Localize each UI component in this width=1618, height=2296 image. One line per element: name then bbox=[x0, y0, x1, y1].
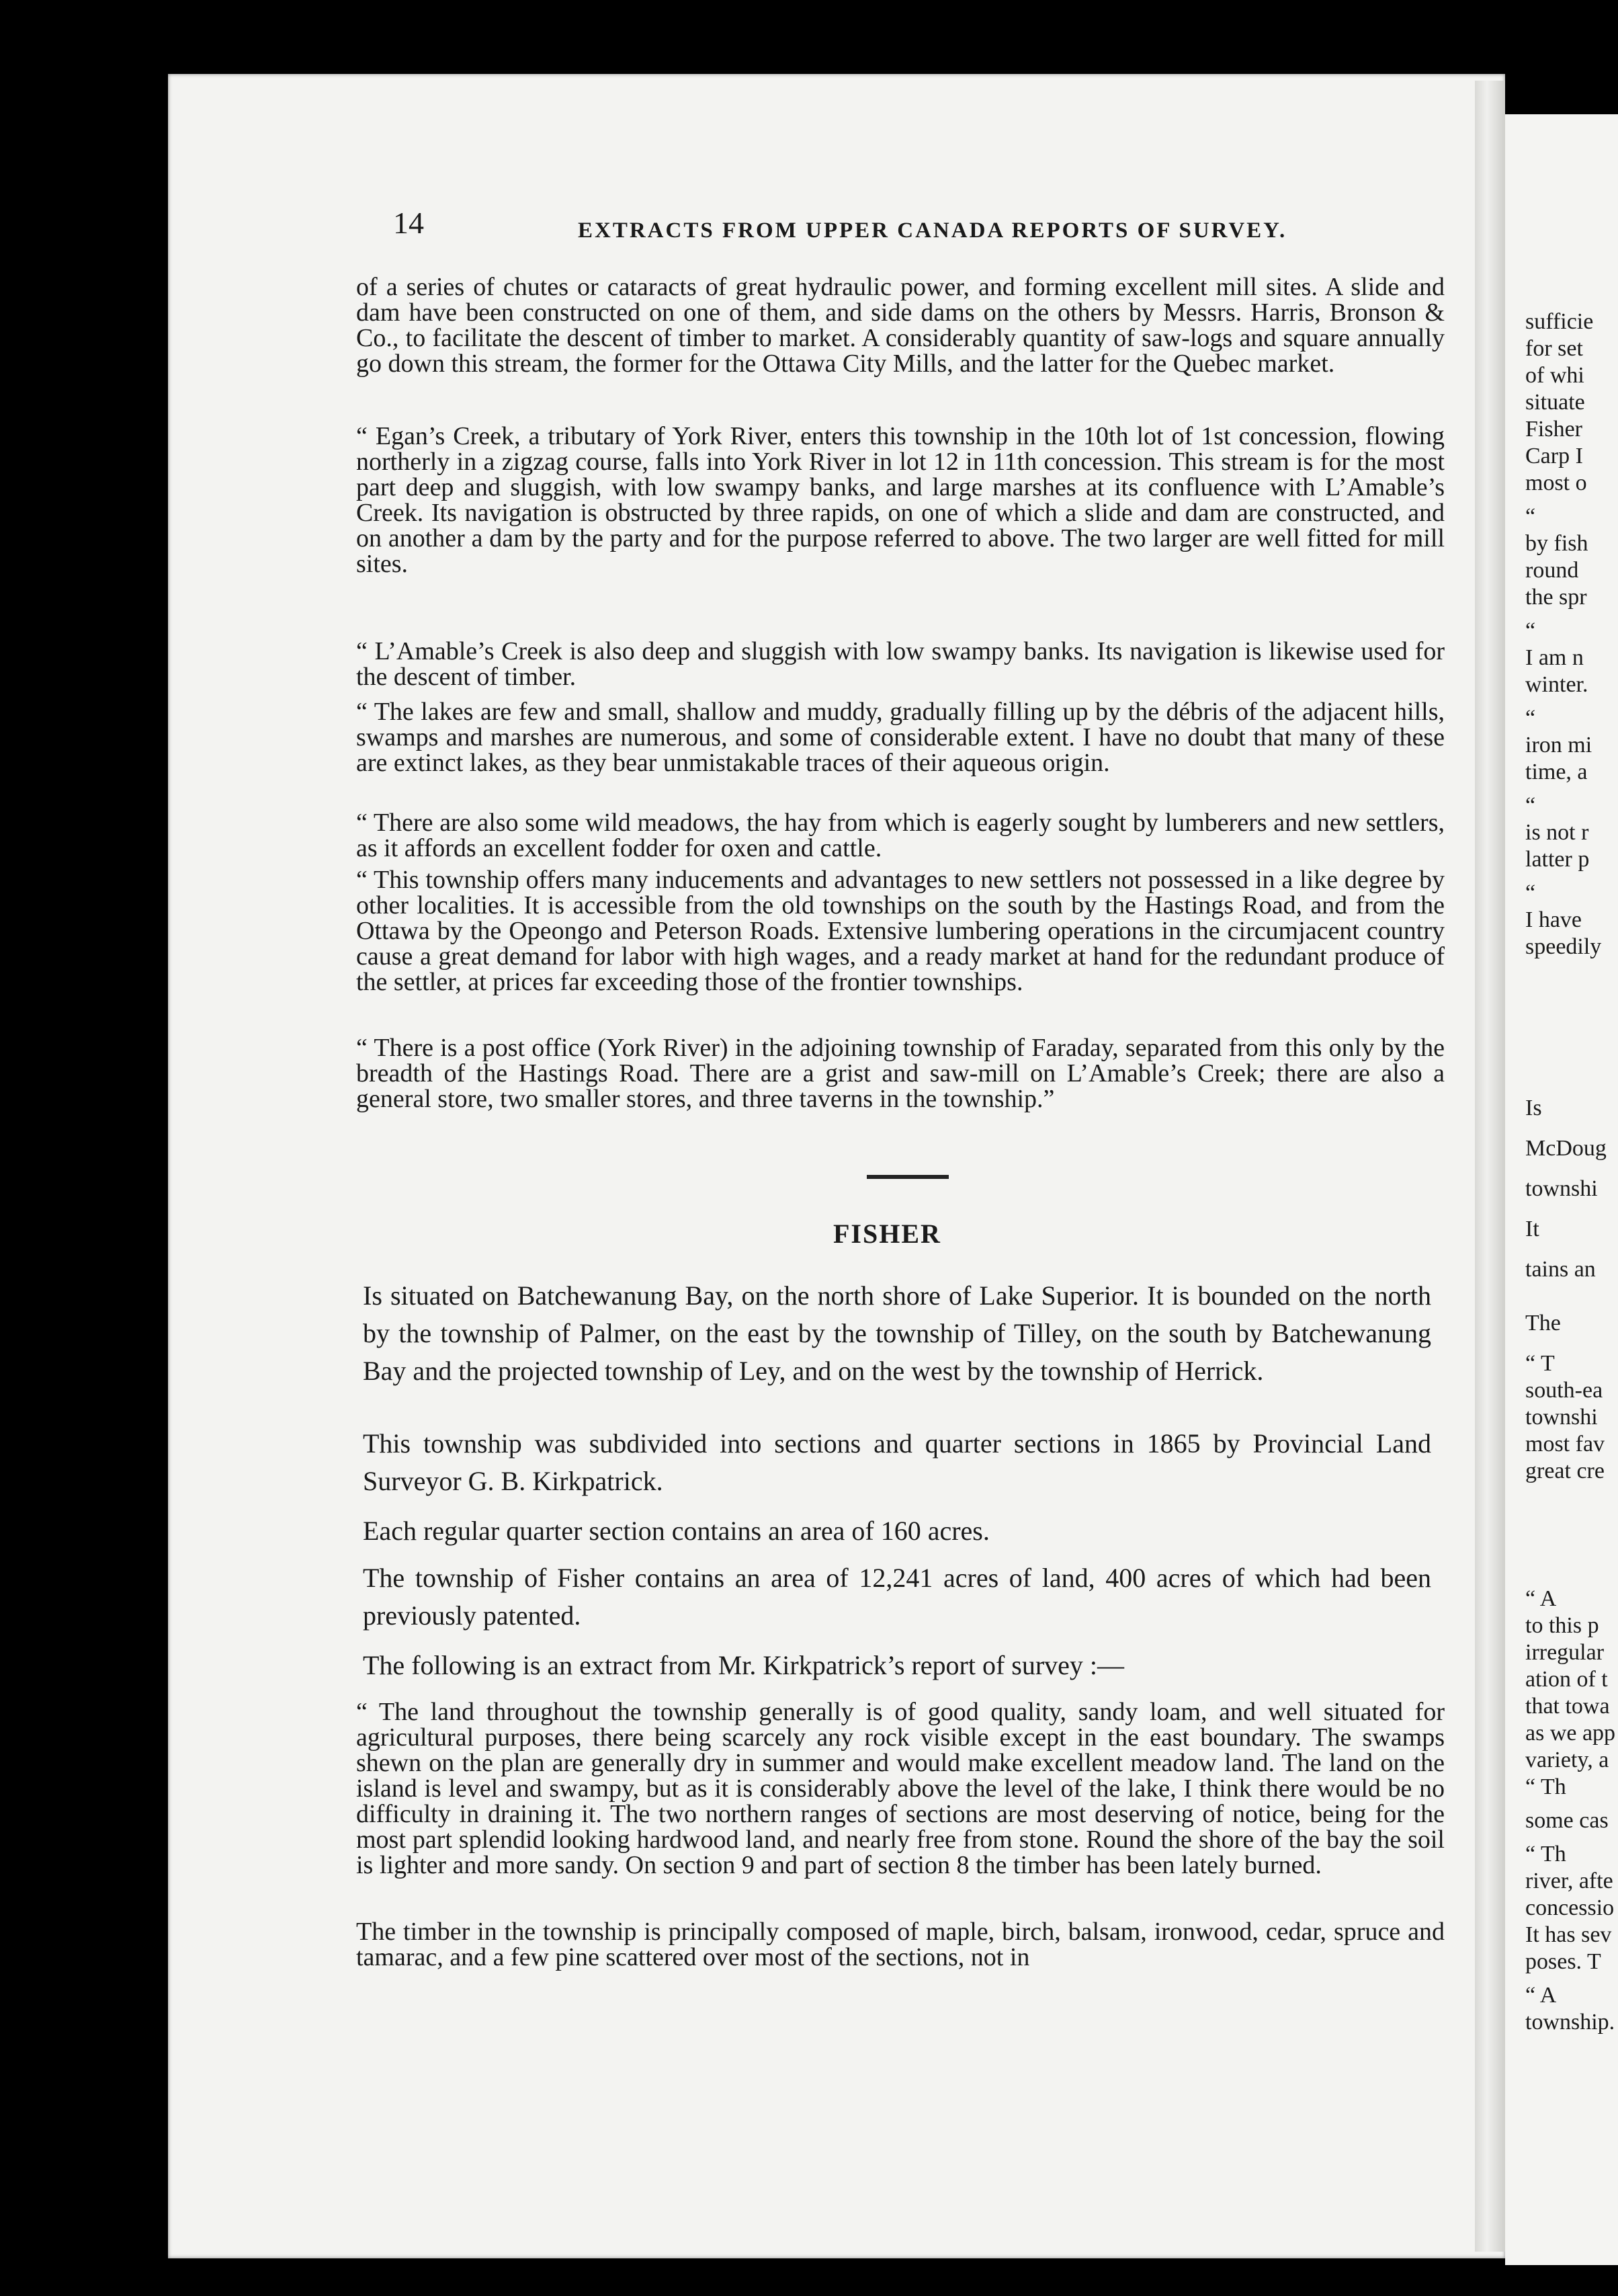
facing-page-fragment bbox=[1505, 114, 1618, 2265]
facing-page-line: concessio bbox=[1525, 1895, 1615, 1920]
facing-page-line: is not r bbox=[1525, 820, 1589, 845]
section-divider bbox=[867, 1175, 949, 1179]
paragraph: “ The lakes are few and small, shallow and muddy, gradually filling up by the débris of the adjacent hills, swamps and marshes are numerous, and some of considerable extent. I have no doubt that many of these are extinct lakes, as they bear unmistakable traces of their aqueous origin. bbox=[356, 698, 1445, 777]
facing-page-line: “ bbox=[1525, 706, 1536, 731]
page-number: 14 bbox=[393, 206, 424, 240]
facing-page-line: “ bbox=[1525, 618, 1536, 643]
facing-page-line: irregular bbox=[1525, 1640, 1605, 1665]
facing-page-line: The bbox=[1525, 1311, 1561, 1336]
facing-page-line: “ A bbox=[1525, 1586, 1557, 1611]
facing-page-line: most fav bbox=[1525, 1432, 1605, 1457]
facing-page-line: Carp I bbox=[1525, 444, 1583, 468]
facing-page-line: some cas bbox=[1525, 1808, 1609, 1833]
paragraph: “ There is a post office (York River) in the adjoining township of Faraday, separated from this only by the breadth of the Hastings Road. There are a grist and saw-mill on L’Amable’s Creek; there are also a general store, two smaller stores, and three taverns in the township.” bbox=[356, 1034, 1445, 1113]
facing-page-line: most o bbox=[1525, 470, 1587, 495]
facing-page-line: Fisher bbox=[1525, 417, 1582, 442]
facing-page-line: variety, a bbox=[1525, 1748, 1609, 1772]
paragraph: “ The land throughout the township generally is of good quality, sandy loam, and well situated for agricultural purposes, there being scarcely any rock visible except in the east boundary. The swamps shewn on the plan are generally dry in summer and would make excellent meadow land. The land on the island is level and swampy, but as it is considerably above the level of the lake, I think there would be no difficulty in draining it. The two northern ranges of sections are most deserving of notice, being for the most part splendid looking hardwood land, and nearly free from stone. Round the shore of the bay the soil is lighter and more sandy. On section 9 and part of section 8 the timber has been lately burned. bbox=[356, 1698, 1445, 1879]
facing-page-line: I am n bbox=[1525, 645, 1584, 670]
facing-page-line: It has sev bbox=[1525, 1922, 1612, 1947]
paragraph: This township was subdivided into sections and quarter sections in 1865 by Provincial Land Surveyor G. B. Kirkpatrick. bbox=[363, 1428, 1431, 1496]
facing-page-line: townshi bbox=[1525, 1405, 1598, 1430]
section-title: FISHER bbox=[833, 1219, 941, 1249]
facing-page-line: round bbox=[1525, 558, 1579, 583]
facing-page-line: river, afte bbox=[1525, 1869, 1613, 1893]
facing-page-line: “ bbox=[1525, 504, 1536, 529]
facing-page-line: “ A bbox=[1525, 1983, 1557, 2008]
facing-page-line: It bbox=[1525, 1217, 1539, 1241]
facing-page-line: “ Th bbox=[1525, 1774, 1566, 1799]
paragraph: “ There are also some wild meadows, the hay from which is eagerly sought by lumberers and new settlers, as it affords an excellent fodder for oxen and cattle. bbox=[356, 809, 1445, 862]
facing-page-line: “ Th bbox=[1525, 1842, 1566, 1867]
page-edge bbox=[1475, 81, 1505, 2252]
running-title: EXTRACTS FROM UPPER CANADA REPORTS OF SURVEY. bbox=[578, 218, 1287, 243]
facing-page-line: by fish bbox=[1525, 531, 1588, 556]
paragraph: The following is an extract from Mr. Kirkpatrick’s report of survey :— bbox=[363, 1650, 1125, 1680]
facing-page-line: “ bbox=[1525, 793, 1536, 818]
paragraph: “ Egan’s Creek, a tributary of York River, enters this township in the 10th lot of 1st concession, flowing northerly in a zigzag course, falls into York River in lot 12 in 11th concession. This stream is for the most part deep and sluggish, with low swampy banks, and large marshes at its confluence with L’Amable’s Creek. Its navigation is obstructed by three rapids, on one of which a slide and dam are constructed, and on another a dam by the party and for the purpose referred to above. The two larger are well fitted for mill sites. bbox=[356, 422, 1445, 578]
paragraph: The timber in the township is principally composed of maple, birch, balsam, ironwood, cedar, spruce and tamarac, and a few pine scattered over most of the sections, not in bbox=[356, 1918, 1445, 1971]
paragraph: “ This township offers many inducements and advantages to new settlers not possessed in a like degree by other localities. It is accessible from the old townships on the south by the Hastings Road, and from the Ottawa by the Opeongo and Peterson Roads. Extensive lumbering operations in the circumjacent country cause a great demand for labor with high wages, and a ready market at hand for the redundant produce of the settler, at prices far exceeding those of the frontier townships. bbox=[356, 866, 1445, 996]
facing-page-line: sufficie bbox=[1525, 309, 1594, 334]
facing-page-line: latter p bbox=[1525, 847, 1590, 872]
facing-page-line: speedily bbox=[1525, 934, 1602, 959]
facing-page-line: south-ea bbox=[1525, 1378, 1603, 1403]
facing-page-line: situate bbox=[1525, 390, 1585, 415]
facing-page-line: townshi bbox=[1525, 1176, 1598, 1201]
facing-page-line: ation of t bbox=[1525, 1667, 1608, 1692]
facing-page-line: I have bbox=[1525, 907, 1582, 932]
paragraph: Each regular quarter section contains an area of 160 acres. bbox=[363, 1516, 990, 1546]
facing-page-line: tains an bbox=[1525, 1257, 1596, 1282]
facing-page-line: that towa bbox=[1525, 1694, 1610, 1719]
paragraph: “ L’Amable’s Creek is also deep and sluggish with low swampy banks. Its navigation is likewise used for the descent of timber. bbox=[356, 637, 1445, 691]
facing-page-line: time, a bbox=[1525, 760, 1588, 784]
paragraph: The township of Fisher contains an area of 12,241 acres of land, 400 acres of which had been previously patented. bbox=[363, 1563, 1431, 1631]
facing-page-line: the spr bbox=[1525, 585, 1587, 610]
facing-page-line: as we app bbox=[1525, 1721, 1616, 1746]
facing-page-line: “ bbox=[1525, 880, 1536, 905]
facing-page-line: for set bbox=[1525, 336, 1583, 361]
facing-page-line: of whi bbox=[1525, 363, 1584, 388]
facing-page-line: winter. bbox=[1525, 672, 1588, 697]
facing-page-line: great cre bbox=[1525, 1459, 1605, 1483]
paragraph: Is situated on Batchewanung Bay, on the north shore of Lake Superior. It is bounded on the north by the township of Palmer, on the east by the township of Tilley, on the south by Batchewanung Bay and the projected township of Ley, and on the west by the township of Herrick. bbox=[363, 1280, 1431, 1386]
facing-page-line: iron mi bbox=[1525, 733, 1592, 757]
facing-page-line: Is bbox=[1525, 1096, 1542, 1120]
facing-page-line: McDoug bbox=[1525, 1136, 1607, 1161]
facing-page-line: to this p bbox=[1525, 1613, 1599, 1638]
facing-page-line: poses. T bbox=[1525, 1949, 1601, 1974]
facing-page-line: township. bbox=[1525, 2010, 1615, 2035]
paragraph: of a series of chutes or cataracts of great hydraulic power, and forming excellent mill sites. A slide and dam have been constructed on one of them, and side dams on the others by Messrs. Harris, Bronson & Co., to facilitate the descent of timber to market. A considerably quantity of saw-logs and square annually go down this stream, the former for the Ottawa City Mills, and the latter for the Quebec market. bbox=[356, 273, 1445, 378]
facing-page-line: “ T bbox=[1525, 1351, 1555, 1376]
